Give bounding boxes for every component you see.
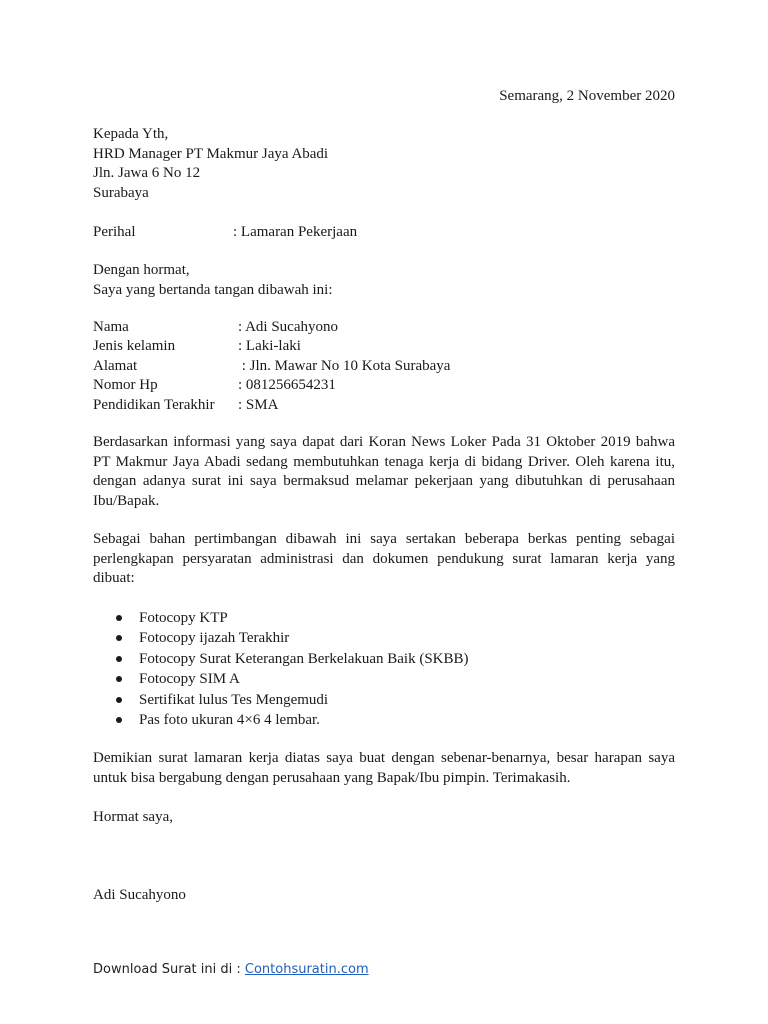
intro-sentence: Saya yang bertanda tangan dibawah ini: xyxy=(93,281,333,298)
footer-prefix: Download Surat ini di : xyxy=(93,962,245,977)
detail-row-education xyxy=(93,396,450,415)
closing: Hormat saya, xyxy=(93,809,173,825)
bullet-icon xyxy=(116,676,122,682)
detail-label: Jenis kelamin xyxy=(93,338,176,355)
list-item xyxy=(93,628,469,648)
recipient-address: Jln. Jawa 6 No 12 xyxy=(93,165,201,181)
detail-value: : 081256654231 xyxy=(238,377,336,394)
detail-label: Pendidikan Terakhir xyxy=(93,396,215,413)
recipient-salutation: Kepada Yth, xyxy=(93,126,169,142)
list-item xyxy=(93,690,469,710)
detail-value: : SMA xyxy=(238,396,279,413)
detail-row-phone xyxy=(93,376,450,395)
list-item xyxy=(93,649,469,669)
bullet-icon xyxy=(116,615,122,621)
detail-row-address xyxy=(93,357,450,376)
bullet-icon xyxy=(116,656,122,662)
detail-row-name xyxy=(93,318,450,337)
attachment-list xyxy=(93,608,469,730)
list-item-text: Sertifikat lulus Tes Mengemudi xyxy=(139,691,329,708)
bullet-icon xyxy=(116,717,122,723)
list-item-text: Fotocopy Surat Keterangan Berkelakuan Baik (SKBB) xyxy=(139,650,469,667)
recipient-block xyxy=(93,125,328,203)
detail-label: Nomor Hp xyxy=(93,377,158,394)
bullet-icon xyxy=(116,697,122,703)
list-item-text: Fotocopy ijazah Terakhir xyxy=(139,630,290,647)
list-item xyxy=(93,710,469,730)
bullet-icon xyxy=(116,635,122,641)
detail-row-gender xyxy=(93,337,450,356)
body-paragraph-2: Sebagai bahan pertimbangan dibawah ini saya sertakan beberapa berkas penting sebagai perlengkapan persyaratan administrasi dan dokumen pendukung surat lamaran kerja yang dibuat: xyxy=(93,531,675,586)
footer-link[interactable]: Contohsuratin.com xyxy=(244,962,369,977)
detail-value: : Jln. Mawar No 10 Kota Surabaya xyxy=(238,357,451,374)
recipient-city: Surabaya xyxy=(93,184,149,201)
applicant-details xyxy=(93,318,450,415)
signer-name: Adi Sucahyono xyxy=(93,887,186,903)
detail-label: Alamat xyxy=(93,357,138,374)
greeting: Dengan hormat, xyxy=(93,262,190,278)
subject-label: Perihal xyxy=(93,224,136,240)
body-paragraph-1: Berdasarkan informasi yang saya dapat dari Koran News Loker Pada 31 Oktober 2019 bahwa PT Makmur Jaya Abadi sedang membutuhkan tenaga kerja di bidang Driver. Oleh karena itu, dengan adanya surat ini saya bermaksud melamar pekerjaan yang dibutuhkan di perusahaan Ibu/Bapak. xyxy=(93,434,675,509)
recipient-name: HRD Manager PT Makmur Jaya Abadi xyxy=(93,145,329,162)
list-item-text: Pas foto ukuran 4×6 4 lembar. xyxy=(139,712,320,729)
letter-date: Semarang, 2 November 2020 xyxy=(499,88,675,104)
subject-value: : Lamaran Pekerjaan xyxy=(233,224,358,240)
detail-value: : Laki-laki xyxy=(238,338,301,355)
detail-value: : Adi Sucahyono xyxy=(238,319,338,335)
body-paragraph-3: Demikian surat lamaran kerja diatas saya buat dengan sebenar-benarnya, besar harapan saya untuk bisa bergabung dengan perusahaan yang Bapak/Ibu pimpin. Terimakasih. xyxy=(93,750,675,786)
list-item xyxy=(93,608,469,628)
subject-line xyxy=(93,223,357,242)
list-item xyxy=(93,669,469,689)
list-item-text: Fotocopy KTP xyxy=(139,610,228,626)
detail-label: Nama xyxy=(93,319,129,335)
footer-download xyxy=(93,962,369,977)
list-item-text: Fotocopy SIM A xyxy=(139,671,240,688)
greeting-block xyxy=(93,261,333,300)
